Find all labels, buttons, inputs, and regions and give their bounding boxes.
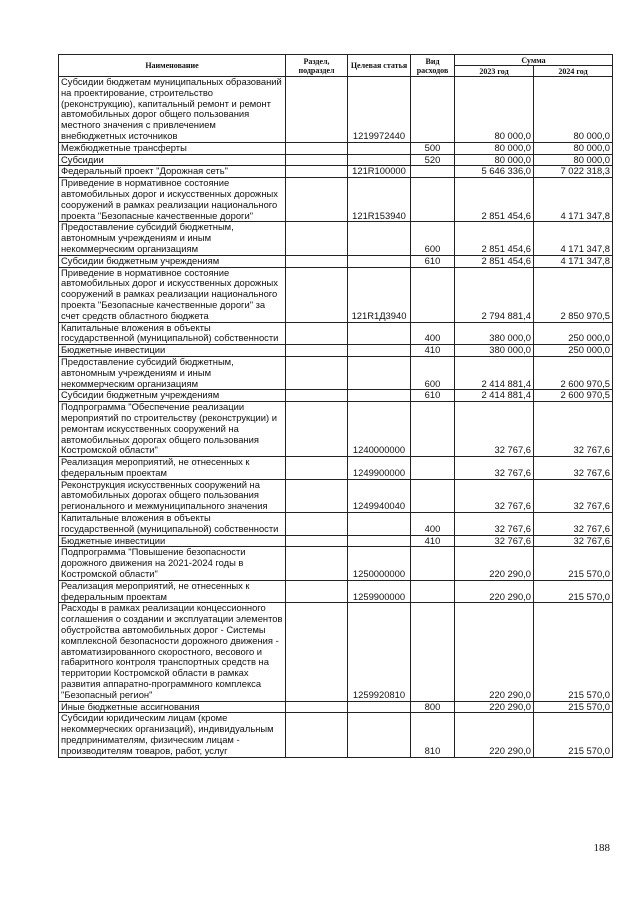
table-row <box>59 322 613 345</box>
row-target-cell: 121R100000 <box>348 166 411 178</box>
row-target-cell <box>348 142 411 154</box>
table-row <box>59 166 613 178</box>
row-amount-2024-cell: 4 171 347,8 <box>534 222 613 255</box>
row-amount-2024-cell: 80 000,0 <box>534 77 613 143</box>
row-amount-2024-cell: 32 767,6 <box>534 402 613 457</box>
table-row <box>59 457 613 480</box>
row-name-cell: Субсидии юридическим лицам (кроме некоммерческих организаций), индивидуальным предпринимателям, физическим лицам - производителям товаров, работ, услуг <box>59 713 286 757</box>
row-section-cell <box>286 255 348 267</box>
row-target-cell <box>348 513 411 536</box>
table-row <box>59 547 613 580</box>
table-row <box>59 77 613 143</box>
row-amount-2023-cell: 32 767,6 <box>455 535 534 547</box>
row-name-cell: Реализация мероприятий, не отнесенных к федеральным проектам <box>59 580 286 603</box>
row-name-cell: Предоставление субсидий бюджетным, автономным учреждениям и иным некоммерческим организациям <box>59 222 286 255</box>
row-target-cell: 1249900000 <box>348 457 411 480</box>
row-amount-2023-cell: 380 000,0 <box>455 345 534 357</box>
row-section-cell <box>286 322 348 345</box>
header-year-2023: 2023 год <box>455 66 534 77</box>
row-amount-2024-cell: 215 570,0 <box>534 580 613 603</box>
table-row <box>59 513 613 536</box>
row-section-cell <box>286 547 348 580</box>
row-amount-2023-cell: 2 851 454,6 <box>455 255 534 267</box>
row-amount-2024-cell: 2 600 970,5 <box>534 390 613 402</box>
header-sum: Сумма <box>455 55 613 66</box>
row-target-cell: 1259900000 <box>348 580 411 603</box>
row-target-cell: 121R1Д3940 <box>348 267 411 322</box>
table-row <box>59 713 613 757</box>
row-amount-2024-cell: 215 570,0 <box>534 603 613 701</box>
row-amount-2024-cell: 2 600 970,5 <box>534 356 613 389</box>
header-year-2024: 2024 год <box>534 66 613 77</box>
row-section-cell <box>286 267 348 322</box>
row-name-cell: Межбюджетные трансферты <box>59 142 286 154</box>
row-amount-2023-cell: 220 290,0 <box>455 547 534 580</box>
row-section-cell <box>286 178 348 222</box>
row-amount-2023-cell: 32 767,6 <box>455 402 534 457</box>
row-section-cell <box>286 222 348 255</box>
row-amount-2024-cell: 32 767,6 <box>534 513 613 536</box>
row-type-cell: 810 <box>411 713 455 757</box>
header-target: Целевая статья <box>348 55 411 77</box>
row-type-cell: 610 <box>411 255 455 267</box>
row-type-cell: 800 <box>411 701 455 713</box>
row-target-cell <box>348 535 411 547</box>
table-row <box>59 222 613 255</box>
row-name-cell: Бюджетные инвестиции <box>59 535 286 547</box>
row-type-cell <box>411 479 455 512</box>
row-name-cell: Подпрограмма "Повышение безопасности дорожного движения на 2021-2024 годы в Костромской области" <box>59 547 286 580</box>
row-name-cell: Субсидии бюджетным учреждениям <box>59 390 286 402</box>
row-amount-2024-cell: 215 570,0 <box>534 713 613 757</box>
table-row <box>59 178 613 222</box>
row-type-cell <box>411 166 455 178</box>
row-target-cell <box>348 345 411 357</box>
row-name-cell: Приведение в нормативное состояние автомобильных дорог и искусственных дорожных сооружений в рамках реализации национального проекта "Безопасные качественные дороги" <box>59 178 286 222</box>
table-row <box>59 603 613 701</box>
row-type-cell: 600 <box>411 222 455 255</box>
row-amount-2024-cell: 7 022 318,3 <box>534 166 613 178</box>
row-amount-2024-cell: 250 000,0 <box>534 345 613 357</box>
table-row <box>59 479 613 512</box>
row-target-cell: 121R153940 <box>348 178 411 222</box>
row-name-cell: Подпрограмма "Обеспечение реализации мероприятий по строительству (реконструкции) и ремонтам искусственных сооружений на автомобильных дорогах общего пользования Костромской области" <box>59 402 286 457</box>
row-amount-2024-cell: 32 767,6 <box>534 479 613 512</box>
row-amount-2024-cell: 2 850 970,5 <box>534 267 613 322</box>
row-section-cell <box>286 154 348 166</box>
row-type-cell <box>411 457 455 480</box>
row-section-cell <box>286 535 348 547</box>
row-type-cell: 400 <box>411 513 455 536</box>
row-name-cell: Капитальные вложения в объекты государственной (муниципальной) собственности <box>59 322 286 345</box>
row-name-cell: Реконструкция искусственных сооружений на автомобильных дорогах общего пользования регионального и межмуниципального значения <box>59 479 286 512</box>
row-name-cell: Реализация мероприятий, не отнесенных к федеральным проектам <box>59 457 286 480</box>
row-type-cell <box>411 178 455 222</box>
row-type-cell: 400 <box>411 322 455 345</box>
row-target-cell <box>348 222 411 255</box>
row-type-cell: 410 <box>411 345 455 357</box>
row-amount-2023-cell: 2 414 881,4 <box>455 356 534 389</box>
row-section-cell <box>286 142 348 154</box>
row-target-cell <box>348 390 411 402</box>
table-row <box>59 142 613 154</box>
header-name: Наименование <box>59 55 286 77</box>
budget-table <box>58 54 613 758</box>
row-section-cell <box>286 345 348 357</box>
row-section-cell <box>286 356 348 389</box>
row-amount-2023-cell: 32 767,6 <box>455 457 534 480</box>
table-header <box>59 55 613 77</box>
row-amount-2023-cell: 220 290,0 <box>455 713 534 757</box>
row-amount-2024-cell: 215 570,0 <box>534 701 613 713</box>
row-amount-2023-cell: 220 290,0 <box>455 580 534 603</box>
row-amount-2024-cell: 250 000,0 <box>534 322 613 345</box>
table-body <box>59 77 613 758</box>
table-row <box>59 402 613 457</box>
row-target-cell <box>348 701 411 713</box>
table-row <box>59 154 613 166</box>
row-section-cell <box>286 713 348 757</box>
row-target-cell: 1240000000 <box>348 402 411 457</box>
table-row <box>59 345 613 357</box>
row-target-cell <box>348 356 411 389</box>
row-amount-2024-cell: 32 767,6 <box>534 457 613 480</box>
table-row <box>59 356 613 389</box>
row-target-cell <box>348 713 411 757</box>
row-amount-2024-cell: 32 767,6 <box>534 535 613 547</box>
row-section-cell <box>286 701 348 713</box>
row-type-cell <box>411 267 455 322</box>
row-section-cell <box>286 479 348 512</box>
table-row <box>59 390 613 402</box>
row-name-cell: Приведение в нормативное состояние автомобильных дорог и искусственных дорожных сооружений в рамках реализации национального проекта "Безопасные качественные дороги" за счет средств областного бюджета <box>59 267 286 322</box>
row-amount-2023-cell: 220 290,0 <box>455 603 534 701</box>
row-name-cell: Субсидии бюджетам муниципальных образований на проектирование, строительство (реконструкцию), капитальный ремонт и ремонт автомобильных дорог общего пользования местного значения с привлечением внебюджетных источников <box>59 77 286 143</box>
header-section: Раздел, подраздел <box>286 55 348 77</box>
row-amount-2024-cell: 4 171 347,8 <box>534 255 613 267</box>
row-name-cell: Предоставление субсидий бюджетным, автономным учреждениям и иным некоммерческим организациям <box>59 356 286 389</box>
row-amount-2024-cell: 80 000,0 <box>534 142 613 154</box>
row-amount-2023-cell: 80 000,0 <box>455 142 534 154</box>
row-amount-2023-cell: 2 851 454,6 <box>455 178 534 222</box>
row-section-cell <box>286 457 348 480</box>
row-name-cell: Иные бюджетные ассигнования <box>59 701 286 713</box>
row-type-cell <box>411 402 455 457</box>
row-type-cell <box>411 603 455 701</box>
row-target-cell: 1219972440 <box>348 77 411 143</box>
row-amount-2023-cell: 80 000,0 <box>455 77 534 143</box>
row-target-cell: 1250000000 <box>348 547 411 580</box>
row-name-cell: Расходы в рамках реализации концессионного соглашения о создании и эксплуатации элементов обустройства автомобильных дорог - Системы комплексной безопасности дорожного движения - автоматизированного скоростного, весового и габаритного контроля транспортных средств на территории Костромской области в рамках развития аппаратно-программного комплекса "Безопасный регион" <box>59 603 286 701</box>
row-name-cell: Капитальные вложения в объекты государственной (муниципальной) собственности <box>59 513 286 536</box>
header-type: Вид расходов <box>411 55 455 77</box>
row-name-cell: Субсидии <box>59 154 286 166</box>
table-row <box>59 701 613 713</box>
table-row <box>59 580 613 603</box>
row-amount-2023-cell: 80 000,0 <box>455 154 534 166</box>
row-amount-2024-cell: 4 171 347,8 <box>534 178 613 222</box>
row-type-cell: 520 <box>411 154 455 166</box>
table-row <box>59 255 613 267</box>
row-target-cell: 1249940040 <box>348 479 411 512</box>
row-name-cell: Субсидии бюджетным учреждениям <box>59 255 286 267</box>
row-amount-2023-cell: 220 290,0 <box>455 701 534 713</box>
row-name-cell: Федеральный проект "Дорожная сеть" <box>59 166 286 178</box>
row-type-cell: 500 <box>411 142 455 154</box>
row-section-cell <box>286 402 348 457</box>
row-target-cell <box>348 154 411 166</box>
row-type-cell <box>411 77 455 143</box>
row-type-cell <box>411 547 455 580</box>
row-target-cell <box>348 255 411 267</box>
row-amount-2023-cell: 380 000,0 <box>455 322 534 345</box>
row-amount-2023-cell: 32 767,6 <box>455 479 534 512</box>
row-amount-2023-cell: 2 794 881,4 <box>455 267 534 322</box>
row-target-cell <box>348 322 411 345</box>
row-amount-2023-cell: 2 414 881,4 <box>455 390 534 402</box>
page-number: 188 <box>593 842 610 854</box>
row-section-cell <box>286 390 348 402</box>
row-amount-2024-cell: 215 570,0 <box>534 547 613 580</box>
row-section-cell <box>286 580 348 603</box>
table-row <box>59 267 613 322</box>
row-section-cell <box>286 77 348 143</box>
row-amount-2023-cell: 32 767,6 <box>455 513 534 536</box>
row-target-cell: 1259920810 <box>348 603 411 701</box>
row-amount-2023-cell: 2 851 454,6 <box>455 222 534 255</box>
row-section-cell <box>286 603 348 701</box>
row-section-cell <box>286 513 348 536</box>
row-section-cell <box>286 166 348 178</box>
row-type-cell: 600 <box>411 356 455 389</box>
row-name-cell: Бюджетные инвестиции <box>59 345 286 357</box>
table-row <box>59 535 613 547</box>
row-amount-2023-cell: 5 646 336,0 <box>455 166 534 178</box>
row-type-cell: 610 <box>411 390 455 402</box>
row-type-cell: 410 <box>411 535 455 547</box>
row-type-cell <box>411 580 455 603</box>
row-amount-2024-cell: 80 000,0 <box>534 154 613 166</box>
